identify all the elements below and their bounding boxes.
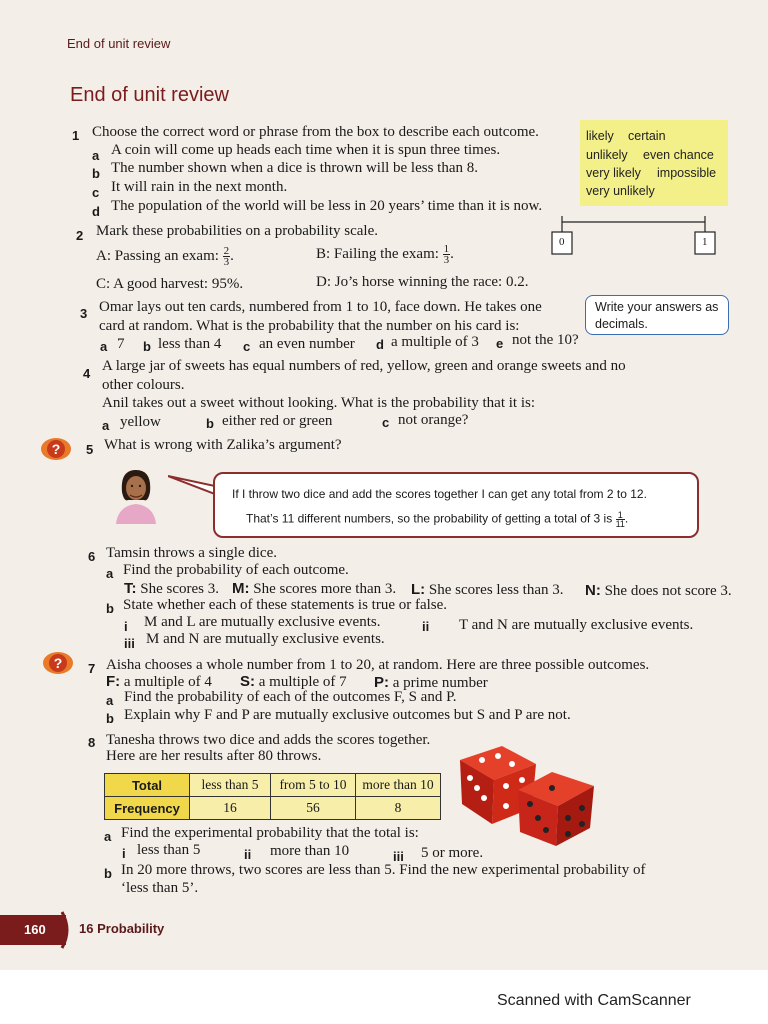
q3-part-label: b xyxy=(143,339,151,354)
q7-b-label: b xyxy=(106,711,114,726)
speech-bubble xyxy=(213,472,699,538)
outcome-text: She scores 3. xyxy=(140,581,219,597)
outcome-label: S: xyxy=(240,673,255,690)
q3-part-label: a xyxy=(100,339,108,354)
outcome-label: P: xyxy=(374,674,389,691)
page-number-tab xyxy=(0,915,66,945)
q8-number: 8 xyxy=(88,735,96,750)
page-title: End of unit review xyxy=(70,84,229,106)
q1-part-label: d xyxy=(92,204,100,219)
probability-scale xyxy=(548,214,718,258)
think-question-icon xyxy=(40,436,72,462)
word-option: unlikely xyxy=(586,148,628,162)
q8-a-part-label: ii xyxy=(244,847,252,862)
q3-part-label: d xyxy=(376,337,384,352)
page-number: 160 xyxy=(24,922,46,937)
q1-part-label: a xyxy=(92,148,100,163)
q6-outcome xyxy=(585,582,732,600)
fraction-numerator: 1 xyxy=(616,511,625,520)
word-option: likely xyxy=(586,129,614,143)
q8-a-part-text: less than 5 xyxy=(137,842,201,858)
outcome-text: She scores less than 3. xyxy=(428,582,564,598)
q8-b-label: b xyxy=(104,866,112,881)
fraction-denominator: 3 xyxy=(223,256,230,268)
footer-unit xyxy=(79,921,164,936)
q4-part-label: b xyxy=(206,416,214,431)
statement-text: M and L are mutually exclusive events. xyxy=(144,614,381,630)
q2-text: Mark these probabilities on a probability scale. xyxy=(96,223,379,239)
outcome-text: She does not score 3. xyxy=(604,583,732,599)
q1-part-text: The number shown when a dice is thrown will be less than 8. xyxy=(111,160,479,176)
statement-label: i xyxy=(124,619,128,634)
q6-b-label: b xyxy=(106,601,114,616)
fraction xyxy=(443,244,451,265)
fraction-denominator: 11 xyxy=(615,519,625,529)
q2-a-label: A: Passing an exam: xyxy=(96,247,219,264)
speech-pointer xyxy=(168,474,218,498)
q7-number: 7 xyxy=(88,661,96,676)
outcome-label: F: xyxy=(106,673,121,690)
outcome-label: T: xyxy=(124,580,137,597)
q3-part-text: not the 10? xyxy=(512,332,579,348)
q3-part-text: a multiple of 3 xyxy=(391,334,479,350)
q3-line1: Omar lays out ten cards, numbered from 1 to 10, face down. He takes one xyxy=(99,299,542,315)
q2-number: 2 xyxy=(76,228,84,243)
q7-a-text: Find the probability of each of the outcomes F, S and P. xyxy=(124,689,457,705)
q3-part-label: e xyxy=(496,336,504,351)
statement-label: iii xyxy=(124,636,135,651)
statement-label: ii xyxy=(422,619,430,634)
fraction xyxy=(616,511,625,528)
q8-b-line2: ‘less than 5’. xyxy=(121,880,199,896)
outcome-text: She scores more than 3. xyxy=(253,581,397,597)
outcome-text: a prime number xyxy=(392,675,488,691)
q7-a-label: a xyxy=(106,693,114,708)
q8-a-part-text: more than 10 xyxy=(270,843,350,859)
q4-line2: other colours. xyxy=(102,377,185,393)
answer-format-note xyxy=(585,295,729,335)
word-option: even chance xyxy=(643,148,714,162)
dice-illustration xyxy=(452,740,602,850)
q1-number: 1 xyxy=(72,128,80,143)
fraction-numerator: 2 xyxy=(223,245,230,257)
outcome-label: N: xyxy=(585,582,601,599)
speech-line-2-text: That’s 11 different numbers, so the probability of getting a total of 3 is xyxy=(246,511,613,526)
q1-part-text: A coin will come up heads each time when it is spun three times. xyxy=(111,142,501,158)
q6-a-text: Find the probability of each outcome. xyxy=(123,562,349,578)
running-header: End of unit review xyxy=(67,36,171,51)
q5-number: 5 xyxy=(86,442,94,457)
q1-part-text: The population of the world will be less in 20 years’ time than it is now. xyxy=(111,198,543,214)
table-cell: 8 xyxy=(356,797,441,820)
fraction-denominator: 3 xyxy=(443,254,450,266)
q4-part-text: not orange? xyxy=(398,412,469,428)
svg-text:?: ? xyxy=(53,655,63,671)
q1-text: Choose the correct word or phrase from the box to describe each outcome. xyxy=(92,124,539,140)
q6-outcome xyxy=(124,580,219,598)
q6-number: 6 xyxy=(88,549,96,564)
q8-line2: Here are her results after 80 throws. xyxy=(106,748,322,764)
speech-line-1: If I throw two dice and add the scores together I can get any total from 2 to 12. xyxy=(232,487,647,501)
results-table xyxy=(104,773,441,820)
note-text: Write your answers as decimals. xyxy=(595,300,719,331)
q8-a-part-label: iii xyxy=(393,849,404,864)
q1-part-label: c xyxy=(92,185,100,200)
table-row xyxy=(105,797,441,820)
word-option: very unlikely xyxy=(586,184,655,198)
table-cell: 16 xyxy=(190,797,271,820)
q4-part-text: yellow xyxy=(120,414,161,430)
q3-part-text: an even number xyxy=(259,336,355,352)
q4-number: 4 xyxy=(83,366,91,381)
outcome-label: M: xyxy=(232,580,250,597)
speech-line-2: That’s 11 different numbers, so the probability of getting a total of 3 is $\frac{1}{11}$ . xyxy=(246,510,629,529)
table-header: Frequency xyxy=(105,797,190,820)
q8-a-part-label: i xyxy=(122,846,126,861)
q3-part-text: 7 xyxy=(117,336,125,352)
table-cell: more than 10 xyxy=(356,774,441,797)
word-option: very likely xyxy=(586,166,641,180)
q2-item-b: B: Failing the exam: $\frac{1}{3}$ . xyxy=(316,243,454,266)
word-option: certain xyxy=(628,129,666,143)
q2-item-a: A: Passing an exam: $\frac{2}{3}$ . xyxy=(96,245,234,268)
table-cell: 56 xyxy=(271,797,356,820)
q1-part-label: b xyxy=(92,166,100,181)
q3-part-label: c xyxy=(243,339,251,354)
fraction-numerator: 1 xyxy=(443,243,450,255)
q2-item-c: C: A good harvest: 95%. xyxy=(96,276,244,292)
q4-line1: A large jar of sweets has equal numbers of red, yellow, green and orange sweets and no xyxy=(102,358,626,374)
q7-text: Aisha chooses a whole number from 1 to 20, at random. Here are three possible outcomes. xyxy=(106,657,650,673)
q8-b-line1: In 20 more throws, two scores are less than 5. Find the new experimental probability of xyxy=(121,862,646,878)
scale-label-1: 1 xyxy=(702,236,708,248)
q7-b-text: Explain why F and P are mutually exclusive outcomes but S and P are not. xyxy=(124,707,571,723)
q5-text: What is wrong with Zalika’s argument? xyxy=(104,437,342,453)
scale-label-0: 0 xyxy=(559,236,565,248)
outcome-text: a multiple of 7 xyxy=(258,674,347,690)
table-cell: less than 5 xyxy=(190,774,271,797)
q3-line2: card at random. What is the probability that the number on his card is: xyxy=(99,318,520,334)
statement-text: T and N are mutually exclusive events. xyxy=(459,617,694,633)
q4-part-label: c xyxy=(382,415,390,430)
think-question-icon xyxy=(42,650,74,676)
table-header: Total xyxy=(105,774,190,797)
q1-part-text: It will rain in the next month. xyxy=(111,179,288,195)
q8-a-label: a xyxy=(104,829,112,844)
q8-a-text: Find the experimental probability that the total is: xyxy=(121,825,419,841)
q2-b-label: B: Failing the exam: xyxy=(316,245,439,262)
svg-text:?: ? xyxy=(51,441,61,457)
q2-item-d: D: Jo’s horse winning the race: 0.2. xyxy=(316,274,529,290)
word-option: impossible xyxy=(657,166,717,180)
table-cell: from 5 to 10 xyxy=(271,774,356,797)
q6-b-text: State whether each of these statements is true or false. xyxy=(123,597,448,613)
q3-number: 3 xyxy=(80,306,88,321)
q8-line1: Tanesha throws two dice and adds the scores together. xyxy=(106,732,431,748)
q6-outcome xyxy=(232,580,396,598)
q3-part-text: less than 4 xyxy=(158,336,222,352)
q4-part-label: a xyxy=(102,418,110,433)
q4-line3: Anil takes out a sweet without looking. What is the probability that it is: xyxy=(102,395,536,411)
q4-part-text: either red or green xyxy=(222,413,333,429)
statement-text: M and N are mutually exclusive events. xyxy=(146,631,385,647)
footer-tab-curve xyxy=(60,910,74,950)
table-row xyxy=(105,774,441,797)
zalika-avatar xyxy=(108,466,164,524)
fraction xyxy=(223,246,231,267)
outcome-text: a multiple of 4 xyxy=(123,674,212,690)
scanner-watermark: Scanned with CamScanner xyxy=(497,992,691,1009)
unit-number: 16 xyxy=(79,921,94,936)
outcome-label: L: xyxy=(411,581,426,598)
word-box xyxy=(580,120,728,206)
q8-a-part-text: 5 or more. xyxy=(421,845,484,861)
unit-title: Probability xyxy=(97,921,165,936)
q6-text: Tamsin throws a single dice. xyxy=(106,545,277,561)
q6-a-label: a xyxy=(106,566,114,581)
